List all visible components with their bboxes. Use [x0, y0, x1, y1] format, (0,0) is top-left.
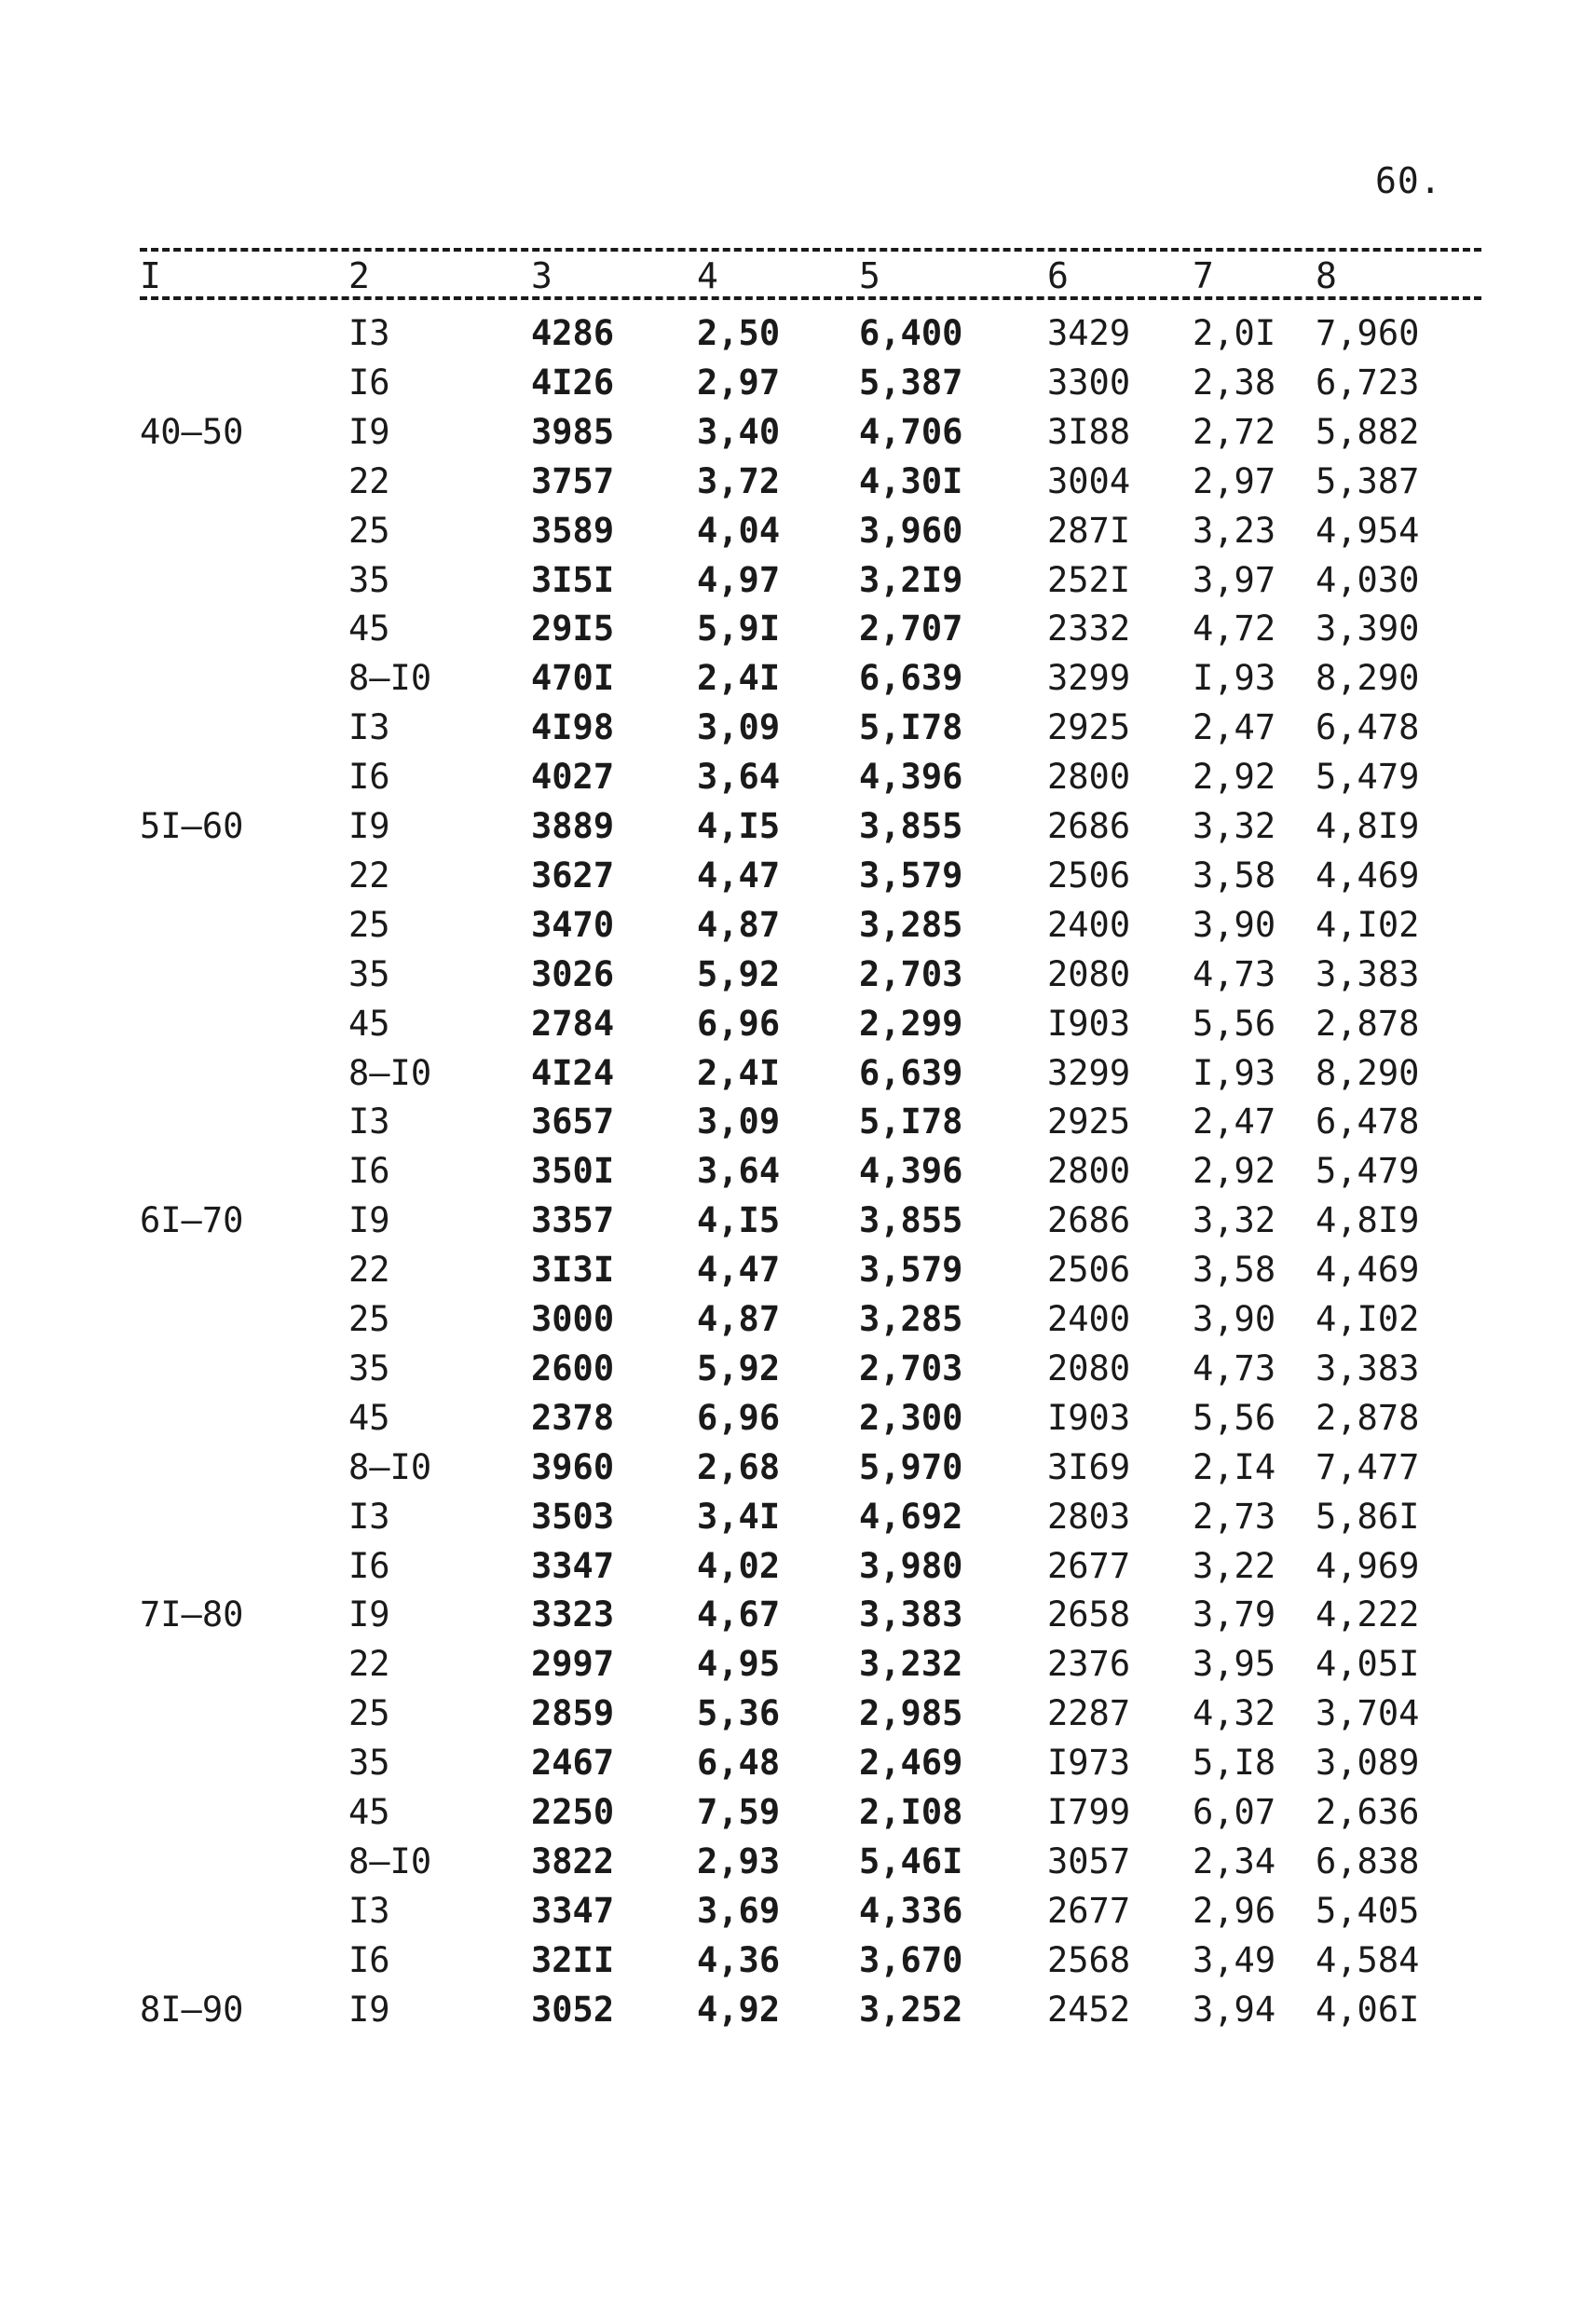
table-cell: 4,8I9	[1316, 1200, 1420, 1241]
table-cell: 3I5I	[531, 559, 615, 600]
table-cell: 4,I02	[1316, 1299, 1420, 1339]
table-cell: 5,46I	[859, 1840, 963, 1881]
column-header: 5	[859, 255, 880, 296]
table-cell: 5,882	[1316, 411, 1420, 452]
table-cell: 4,469	[1316, 1250, 1420, 1291]
table-cell: 4,469	[1316, 855, 1420, 896]
table-cell: 35	[348, 1743, 390, 1784]
table-cell: 3,383	[1316, 953, 1420, 994]
group-label: 7I–80	[140, 1594, 244, 1635]
table-cell: I3	[348, 313, 390, 353]
table-cell: 2452	[1047, 1989, 1131, 2030]
table-cell: 2,300	[859, 1397, 963, 1438]
table-cell: 3,383	[859, 1594, 963, 1635]
table-cell: I799	[1047, 1792, 1131, 1832]
table-cell: 3,383	[1316, 1348, 1420, 1389]
table-cell: 2467	[531, 1743, 615, 1784]
table-cell: 2,299	[859, 1003, 963, 1044]
table-cell: 5,86I	[1316, 1496, 1420, 1537]
table-cell: 4,47	[697, 1250, 781, 1291]
table-cell: 2,97	[1193, 460, 1276, 501]
table-cell: 2378	[531, 1397, 615, 1438]
table-cell: 3347	[531, 1545, 615, 1586]
table-cell: 2,47	[1193, 1101, 1276, 1142]
table-cell: 3,94	[1193, 1989, 1276, 2030]
table-cell: I903	[1047, 1003, 1131, 1044]
table-cell: 3,390	[1316, 609, 1420, 650]
table-cell: 3,22	[1193, 1545, 1276, 1586]
table-cell: I6	[348, 1939, 390, 1980]
table-cell: 4,222	[1316, 1594, 1420, 1635]
table-cell: 3429	[1047, 313, 1131, 353]
table-cell: 3503	[531, 1496, 615, 1537]
table-cell: 3470	[531, 904, 615, 945]
table-cell: 4I24	[531, 1052, 615, 1093]
table-cell: 6,96	[697, 1397, 781, 1438]
table-cell: 5,479	[1316, 757, 1420, 798]
table-cell: 3I88	[1047, 411, 1131, 452]
column-header: 8	[1316, 255, 1337, 296]
table-cell: I,93	[1193, 658, 1276, 699]
table-cell: 4,30I	[859, 460, 963, 501]
table-cell: 2,707	[859, 609, 963, 650]
table-cell: 3052	[531, 1989, 615, 2030]
table-cell: 4,706	[859, 411, 963, 452]
table-cell: 3,285	[859, 1299, 963, 1339]
table-cell: 2658	[1047, 1594, 1131, 1635]
table-cell: 6,478	[1316, 707, 1420, 748]
table-cell: 4,02	[697, 1545, 781, 1586]
table-cell: 45	[348, 1792, 390, 1832]
group-label: 40–50	[140, 411, 244, 452]
table-cell: 3,855	[859, 806, 963, 846]
table-cell: I6	[348, 757, 390, 798]
table-cell: 4,8I9	[1316, 806, 1420, 846]
table-cell: 3,90	[1193, 904, 1276, 945]
table-cell: 3I69	[1047, 1446, 1131, 1487]
table-cell: 5,387	[1316, 460, 1420, 501]
table-cell: 4,73	[1193, 1348, 1276, 1389]
table-cell: 2080	[1047, 1348, 1131, 1389]
table-cell: 5,387	[859, 362, 963, 403]
table-cell: 25	[348, 1299, 390, 1339]
table-cell: 22	[348, 1644, 390, 1685]
table-cell: 2400	[1047, 904, 1131, 945]
table-cell: 25	[348, 904, 390, 945]
table-cell: 2,97	[697, 362, 781, 403]
table-cell: I3	[348, 1496, 390, 1537]
table-cell: 5,9I	[697, 609, 781, 650]
table-cell: 2,47	[1193, 707, 1276, 748]
table-cell: 3,90	[1193, 1299, 1276, 1339]
table-cell: 4,06I	[1316, 1989, 1420, 2030]
table-cell: 4,32	[1193, 1693, 1276, 1734]
table-cell: 2,4I	[697, 1052, 781, 1093]
table-cell: 3,23	[1193, 510, 1276, 551]
table-cell: 22	[348, 855, 390, 896]
column-header: 2	[348, 255, 370, 296]
table-cell: 3,40	[697, 411, 781, 452]
table-cell: 2,72	[1193, 411, 1276, 452]
table-cell: 2,96	[1193, 1890, 1276, 1931]
table-cell: 4,I5	[697, 806, 781, 846]
table-cell: 2,703	[859, 953, 963, 994]
table-cell: 8–I0	[348, 1052, 432, 1093]
table-cell: 2,50	[697, 313, 781, 353]
table-cell: 4,36	[697, 1939, 781, 1980]
table-cell: 4,67	[697, 1594, 781, 1635]
table-cell: 3,252	[859, 1989, 963, 2030]
table-cell: 6,838	[1316, 1840, 1420, 1881]
table-cell: 3026	[531, 953, 615, 994]
table-cell: 25	[348, 510, 390, 551]
table-cell: 2677	[1047, 1545, 1131, 1586]
table-cell: 5,479	[1316, 1151, 1420, 1192]
table-cell: 3,32	[1193, 1200, 1276, 1241]
table-cell: 8,290	[1316, 658, 1420, 699]
table-cell: 5,I78	[859, 1101, 963, 1142]
table-cell: 4,584	[1316, 1939, 1420, 1980]
table-cell: 4,87	[697, 1299, 781, 1339]
table-cell: 3,089	[1316, 1743, 1420, 1784]
table-cell: 3,855	[859, 1200, 963, 1241]
table-cell: 7,960	[1316, 313, 1420, 353]
table-cell: 2332	[1047, 609, 1131, 650]
table-cell: 3,579	[859, 855, 963, 896]
table-cell: I6	[348, 1545, 390, 1586]
table-cell: 2686	[1047, 1200, 1131, 1241]
table-cell: 2859	[531, 1693, 615, 1734]
column-header: 7	[1193, 255, 1214, 296]
table-cell: 2506	[1047, 1250, 1131, 1291]
table-cell: 3889	[531, 806, 615, 846]
table-cell: 2997	[531, 1644, 615, 1685]
table-cell: 6,639	[859, 658, 963, 699]
table-cell: 2568	[1047, 1939, 1131, 1980]
table-cell: 2,92	[1193, 757, 1276, 798]
table-cell: 2,4I	[697, 658, 781, 699]
table-cell: 4,396	[859, 757, 963, 798]
table-cell: 287I	[1047, 510, 1131, 551]
table-cell: 3985	[531, 411, 615, 452]
table-cell: 3,79	[1193, 1594, 1276, 1635]
table-cell: 470I	[531, 658, 615, 699]
table-cell: 2800	[1047, 757, 1131, 798]
table-cell: I3	[348, 1890, 390, 1931]
table-cell: 2506	[1047, 855, 1131, 896]
column-header: 3	[531, 255, 552, 296]
table-cell: 2,92	[1193, 1151, 1276, 1192]
table-cell: 6,723	[1316, 362, 1420, 403]
table-cell: 8–I0	[348, 1840, 432, 1881]
table-cell: 3,09	[697, 1101, 781, 1142]
table-cell: I9	[348, 1200, 390, 1241]
table-cell: 3,704	[1316, 1693, 1420, 1734]
table-cell: 3,670	[859, 1939, 963, 1980]
table-cell: 3299	[1047, 658, 1131, 699]
table-cell: I3	[348, 707, 390, 748]
table-cell: 2,38	[1193, 362, 1276, 403]
table-cell: 2925	[1047, 707, 1131, 748]
table-cell: I973	[1047, 1743, 1131, 1784]
table-cell: 5,I8	[1193, 1743, 1276, 1784]
table-cell: 3057	[1047, 1840, 1131, 1881]
column-header: I	[140, 255, 161, 296]
table-cell: 350I	[531, 1151, 615, 1192]
table-cell: 3,232	[859, 1644, 963, 1685]
table-cell: 4,72	[1193, 609, 1276, 650]
table-cell: 2,93	[697, 1840, 781, 1881]
table-cell: 4,396	[859, 1151, 963, 1192]
table-cell: 35	[348, 1348, 390, 1389]
table-cell: 3,49	[1193, 1939, 1276, 1980]
table-cell: 2,878	[1316, 1397, 1420, 1438]
table-cell: 2784	[531, 1003, 615, 1044]
table-cell: 5,970	[859, 1446, 963, 1487]
table-cell: 4,47	[697, 855, 781, 896]
table-cell: 3347	[531, 1890, 615, 1931]
table-cell: 6,07	[1193, 1792, 1276, 1832]
table-cell: 4,969	[1316, 1545, 1420, 1586]
table-cell: 7,477	[1316, 1446, 1420, 1487]
table-cell: 2,636	[1316, 1792, 1420, 1832]
table-cell: 35	[348, 953, 390, 994]
table-cell: 6,400	[859, 313, 963, 353]
table-cell: 3,32	[1193, 806, 1276, 846]
group-label: 5I–60	[140, 806, 244, 846]
table-cell: 4027	[531, 757, 615, 798]
table-cell: 2686	[1047, 806, 1131, 846]
table-cell: 3299	[1047, 1052, 1131, 1093]
table-cell: 6,48	[697, 1743, 781, 1784]
table-cell: 2925	[1047, 1101, 1131, 1142]
table-cell: 2250	[531, 1792, 615, 1832]
table-cell: 3,95	[1193, 1644, 1276, 1685]
table-cell: 45	[348, 1003, 390, 1044]
table-cell: I903	[1047, 1397, 1131, 1438]
table-cell: 6,96	[697, 1003, 781, 1044]
table-cell: 5,92	[697, 953, 781, 994]
table-cell: 2287	[1047, 1693, 1131, 1734]
table-cell: 5,56	[1193, 1397, 1276, 1438]
table-cell: 3300	[1047, 362, 1131, 403]
table-cell: 3960	[531, 1446, 615, 1487]
table-cell: 4,336	[859, 1890, 963, 1931]
table-cell: 3,58	[1193, 1250, 1276, 1291]
table-cell: 3,97	[1193, 559, 1276, 600]
table-cell: 2080	[1047, 953, 1131, 994]
table-cell: 4,97	[697, 559, 781, 600]
table-cell: 4,I5	[697, 1200, 781, 1241]
table-cell: 4,05I	[1316, 1644, 1420, 1685]
table-cell: 4,030	[1316, 559, 1420, 600]
table-cell: 2,I08	[859, 1792, 963, 1832]
table-cell: 3,69	[697, 1890, 781, 1931]
table-cell: 3822	[531, 1840, 615, 1881]
table-cell: 3,58	[1193, 855, 1276, 896]
table-cell: 2,68	[697, 1446, 781, 1487]
table-cell: 2,878	[1316, 1003, 1420, 1044]
table-cell: 5,405	[1316, 1890, 1420, 1931]
table-cell: 3,72	[697, 460, 781, 501]
table-cell: 2,469	[859, 1743, 963, 1784]
table-cell: 3,285	[859, 904, 963, 945]
table-cell: 3589	[531, 510, 615, 551]
table-cell: 3,960	[859, 510, 963, 551]
table-cell: 4,954	[1316, 510, 1420, 551]
table-cell: 45	[348, 1397, 390, 1438]
table-cell: I9	[348, 411, 390, 452]
table-cell: 3657	[531, 1101, 615, 1142]
table-cell: 2,I4	[1193, 1446, 1276, 1487]
table-cell: 2,73	[1193, 1496, 1276, 1537]
table-cell: 5,I78	[859, 707, 963, 748]
table-cell: 4286	[531, 313, 615, 353]
table-cell: 4I26	[531, 362, 615, 403]
table-cell: 3,64	[697, 1151, 781, 1192]
table-cell: I6	[348, 362, 390, 403]
table-cell: 8,290	[1316, 1052, 1420, 1093]
table-cell: 6,478	[1316, 1101, 1420, 1142]
table-cell: 25	[348, 1693, 390, 1734]
table-cell: 4,04	[697, 510, 781, 551]
table-cell: I9	[348, 1594, 390, 1635]
column-header: 4	[697, 255, 718, 296]
table-cell: 2,34	[1193, 1840, 1276, 1881]
table-cell: 22	[348, 1250, 390, 1291]
table-cell: 29I5	[531, 609, 615, 650]
table-cell: 3323	[531, 1594, 615, 1635]
table-cell: 5,56	[1193, 1003, 1276, 1044]
table-cell: 3357	[531, 1200, 615, 1241]
table-cell: 3I3I	[531, 1250, 615, 1291]
table-cell: 8–I0	[348, 1446, 432, 1487]
table-cell: 4,692	[859, 1496, 963, 1537]
table-cell: 5,36	[697, 1693, 781, 1734]
table-cell: 6,639	[859, 1052, 963, 1093]
table-cell: 8–I0	[348, 658, 432, 699]
table-cell: I9	[348, 1989, 390, 2030]
table-cell: 2400	[1047, 1299, 1131, 1339]
table-cell: 3,579	[859, 1250, 963, 1291]
table-cell: 4,95	[697, 1644, 781, 1685]
table-cell: I3	[348, 1101, 390, 1142]
table-cell: 3000	[531, 1299, 615, 1339]
table-cell: 32II	[531, 1939, 615, 1980]
table-cell: 7,59	[697, 1792, 781, 1832]
table-cell: 2677	[1047, 1890, 1131, 1931]
table-cell: 4,I02	[1316, 904, 1420, 945]
table-cell: 3627	[531, 855, 615, 896]
table-cell: 22	[348, 460, 390, 501]
table-cell: 2600	[531, 1348, 615, 1389]
table-cell: 3,64	[697, 757, 781, 798]
table-cell: 3,09	[697, 707, 781, 748]
table-cell: I,93	[1193, 1052, 1276, 1093]
page-number: 60.	[1375, 160, 1442, 201]
table-cell: 4I98	[531, 707, 615, 748]
table-cell: 4,73	[1193, 953, 1276, 994]
table-cell: 2376	[1047, 1644, 1131, 1685]
group-label: 6I–70	[140, 1200, 244, 1241]
table-cell: 35	[348, 559, 390, 600]
group-label: 8I–90	[140, 1989, 244, 2030]
table-cell: 4,87	[697, 904, 781, 945]
column-header: 6	[1047, 255, 1069, 296]
table-cell: 252I	[1047, 559, 1131, 600]
table-cell: I6	[348, 1151, 390, 1192]
table-cell: 2,0I	[1193, 313, 1276, 353]
table-cell: I9	[348, 806, 390, 846]
table-cell: 2803	[1047, 1496, 1131, 1537]
table-cell: 2,703	[859, 1348, 963, 1389]
table-cell: 3004	[1047, 460, 1131, 501]
table-cell: 3,4I	[697, 1496, 781, 1537]
table-cell: 2800	[1047, 1151, 1131, 1192]
table-cell: 5,92	[697, 1348, 781, 1389]
table-cell: 2,985	[859, 1693, 963, 1734]
table-cell: 3,2I9	[859, 559, 963, 600]
table-cell: 3757	[531, 460, 615, 501]
table-cell: 3,980	[859, 1545, 963, 1586]
table-cell: 45	[348, 609, 390, 650]
table-cell: 4,92	[697, 1989, 781, 2030]
